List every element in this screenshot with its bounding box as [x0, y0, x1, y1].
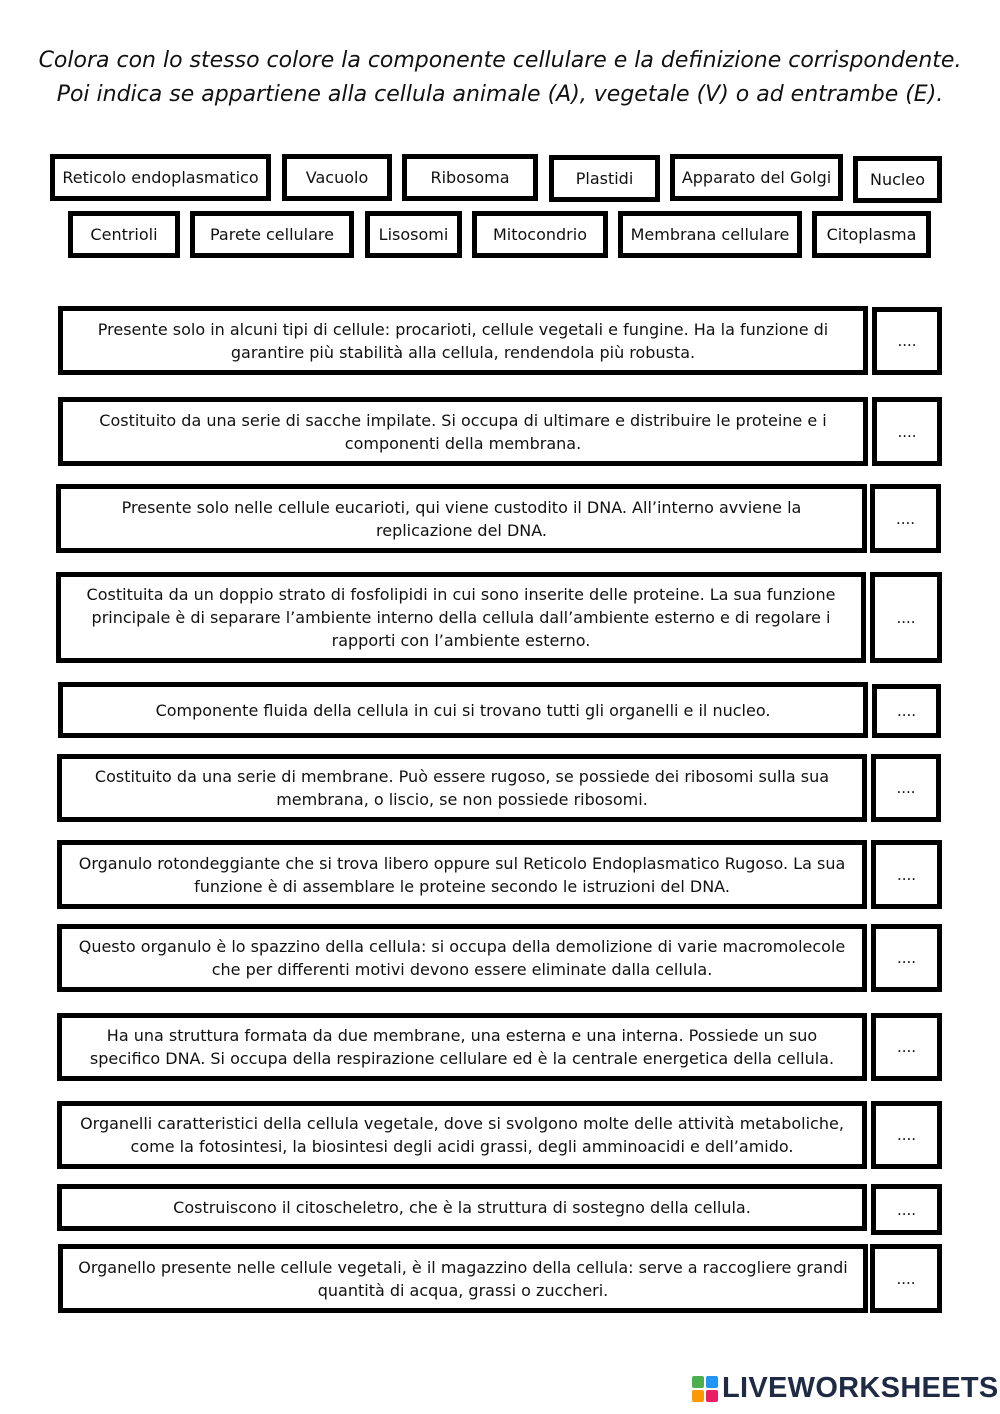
definition-8[interactable]: Questo organulo è lo spazzino della cellula: si occupa della demolizione di varie macromolecole che per differenti motivi devono essere eliminate dalla cellula. [57, 924, 867, 992]
definition-1[interactable]: Presente solo in alcuni tipi di cellule: procarioti, cellule vegetali e fungine. Ha la funzione di garantire più stabilità alla cellula, rendendola più robusta. [58, 306, 868, 375]
answer-field-6[interactable]: .... [871, 754, 941, 822]
definition-11[interactable]: Costruiscono il citoscheletro, che è la struttura di sostegno della cellula. [57, 1184, 867, 1231]
term-lisosomi[interactable]: Lisosomi [365, 211, 462, 258]
answer-field-10[interactable]: .... [871, 1101, 942, 1169]
term-membrana-cellulare[interactable]: Membrana cellulare [618, 211, 802, 258]
definition-3[interactable]: Presente solo nelle cellule eucarioti, qui viene custodito il DNA. All’interno avviene la replicazione del DNA. [56, 484, 867, 553]
logo-square-orange [692, 1390, 704, 1402]
logo-square-green [692, 1376, 704, 1388]
term-ribosoma[interactable]: Ribosoma [402, 154, 538, 201]
answer-field-12[interactable]: .... [870, 1244, 942, 1313]
logo-square-pink [706, 1390, 718, 1402]
term-vacuolo[interactable]: Vacuolo [282, 154, 392, 201]
answer-field-3[interactable]: .... [870, 484, 941, 553]
term-centrioli[interactable]: Centrioli [68, 211, 180, 258]
instructions [30, 44, 970, 112]
answer-field-1[interactable]: .... [872, 307, 942, 375]
answer-field-5[interactable]: .... [872, 684, 941, 738]
term-plastidi[interactable]: Plastidi [549, 155, 660, 202]
definition-9[interactable]: Ha una struttura formata da due membrane, una esterna e una interna. Possiede un suo specifico DNA. Si occupa della respirazione cellulare ed è la centrale energetica della cellula. [57, 1013, 867, 1081]
answer-field-8[interactable]: .... [871, 924, 942, 992]
term-parete-cellulare[interactable]: Parete cellulare [190, 211, 354, 258]
answer-field-11[interactable]: .... [871, 1184, 942, 1235]
definition-2[interactable]: Costituito da una serie di sacche impilate. Si occupa di ultimare e distribuire le proteine e i componenti della membrana. [58, 397, 868, 466]
liveworksheets-logo [692, 1372, 999, 1405]
term-reticolo-endoplasmatico[interactable]: Reticolo endoplasmatico [50, 154, 271, 201]
definition-7[interactable]: Organulo rotondeggiante che si trova libero oppure sul Reticolo Endoplasmatico Rugoso. La sua funzione è di assemblare le proteine secondo le istruzioni del DNA. [57, 840, 867, 909]
term-mitocondrio[interactable]: Mitocondrio [472, 211, 608, 258]
answer-field-2[interactable]: .... [872, 397, 942, 466]
definition-5[interactable]: Componente fluida della cellula in cui si trovano tutti gli organelli e il nucleo. [58, 682, 868, 738]
definition-12[interactable]: Organello presente nelle cellule vegetali, è il magazzino della cellula: serve a raccogliere grandi quantità di acqua, grassi o zuccheri. [58, 1244, 868, 1313]
answer-field-7[interactable]: .... [871, 840, 942, 909]
answer-field-9[interactable]: .... [871, 1013, 942, 1081]
term-nucleo[interactable]: Nucleo [853, 156, 942, 203]
liveworksheets-logo-icon [692, 1376, 718, 1402]
definition-10[interactable]: Organelli caratteristici della cellula vegetale, dove si svolgono molte delle attività metaboliche, come la fotosintesi, la biosintesi degli acidi grassi, degli amminoacidi e dell’amido. [57, 1101, 867, 1169]
instructions-line-1: Colora con lo stesso colore la componente cellulare e la definizione corrispondente. [38, 48, 962, 73]
term-citoplasma[interactable]: Citoplasma [812, 211, 931, 258]
liveworksheets-logo-text: LIVEWORKSHEETS [722, 1372, 999, 1404]
answer-field-4[interactable]: .... [870, 572, 942, 663]
definition-4[interactable]: Costituita da un doppio strato di fosfolipidi in cui sono inserite delle proteine. La sua funzione principale è di separare l’ambiente interno della cellula dall’ambiente esterno e di regolare i rapporti con l’ambiente esterno. [56, 572, 866, 663]
term-apparato-del-golgi[interactable]: Apparato del Golgi [670, 154, 843, 201]
logo-square-blue [706, 1376, 718, 1388]
definition-6[interactable]: Costituito da una serie di membrane. Può essere rugoso, se possiede dei ribosomi sulla sua membrana, o liscio, se non possiede ribosomi. [57, 754, 867, 822]
instructions-line-2: Poi indica se appartiene alla cellula animale (A), vegetale (V) o ad entrambe (E). [56, 82, 944, 107]
